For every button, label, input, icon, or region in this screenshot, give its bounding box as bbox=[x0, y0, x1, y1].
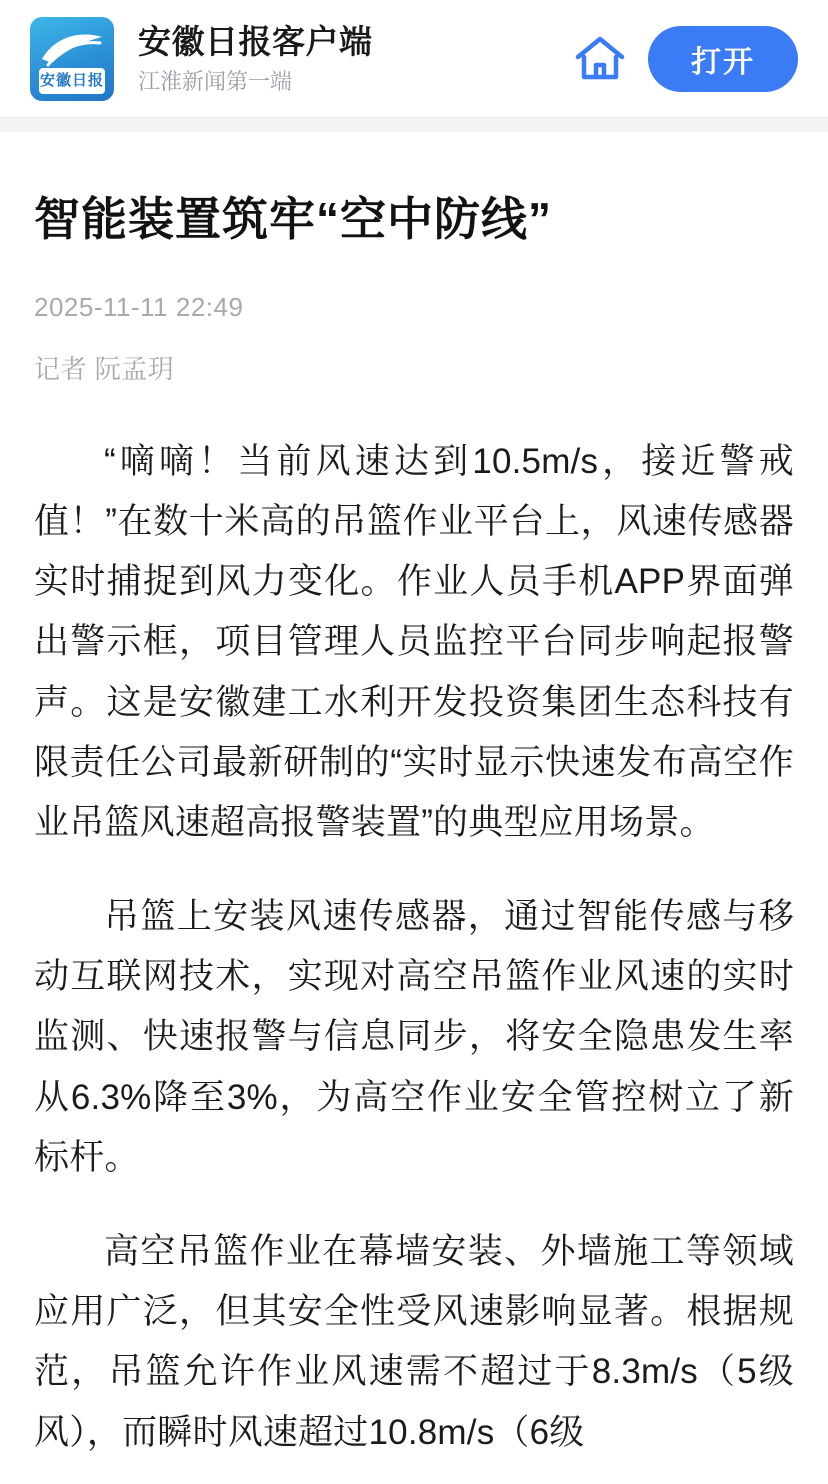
app-title-block bbox=[138, 22, 564, 96]
app-name: 安徽日报客户端 bbox=[138, 22, 373, 60]
article-author: 记者 阮孟玥 bbox=[34, 353, 175, 384]
page-title: 智能装置筑牢“空中防线” bbox=[34, 193, 552, 245]
header-divider bbox=[0, 118, 828, 132]
article-timestamp: 2025-11-11 22:49 bbox=[34, 291, 244, 322]
app-logo bbox=[30, 17, 114, 101]
article-paragraph: 高空吊篮作业在幕墙安装、外墙施工等领域应用广泛，但其安全性受风速影响显著。根据规范，吊篮允许作业风速需不超过于8.3m/s（5级风），而瞬时风速超过10.8m/s（6级 bbox=[34, 1232, 794, 1452]
logo-wordmark: 安徽日报 bbox=[39, 68, 105, 94]
home-icon bbox=[572, 33, 628, 85]
article-body bbox=[34, 432, 794, 1463]
app-slogan: 江淮新闻第一端 bbox=[138, 69, 293, 95]
open-app-button[interactable]: 打开 bbox=[648, 26, 798, 92]
article-paragraph: 吊篮上安装风速传感器，通过智能传感与移动互联网技术，实现对高空吊篮作业风速的实时监测、快速报警与信息同步，将安全隐患发生率从6.3%降至3%，为高空作业安全管控树立了新标杆。 bbox=[34, 897, 794, 1177]
logo-swoosh-icon bbox=[38, 29, 106, 69]
article-container bbox=[0, 132, 828, 1463]
article-paragraph: “嘀嘀！当前风速达到10.5m/s，接近警戒值！”在数十米高的吊篮作业平台上，风速传感器实时捕捉到风力变化。作业人员手机APP界面弹出警示框，项目管理人员监控平台同步响起报警声。这是安徽建工水利开发投资集团生态科技有限责任公司最新研制的“实时显示快速发布高空作业吊篮风速超高报警装置”的典型应用场景。 bbox=[34, 441, 794, 842]
home-button[interactable] bbox=[564, 23, 636, 95]
app-header-bar bbox=[0, 0, 828, 118]
